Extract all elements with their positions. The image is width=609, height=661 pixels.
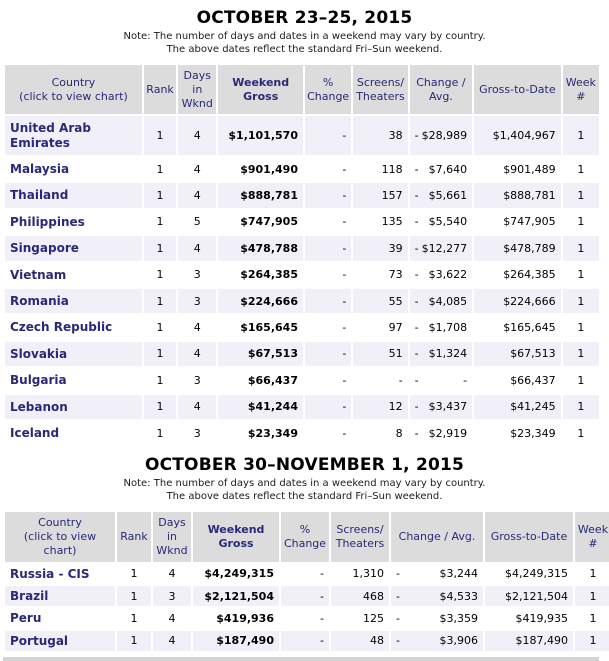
days-cell: 4	[178, 342, 216, 366]
table-row	[5, 342, 599, 366]
avg-value: $3,622	[428, 268, 468, 282]
table-row	[5, 116, 599, 155]
change-avg-cell	[410, 210, 472, 234]
days-cell: 4	[178, 315, 216, 339]
header-row	[5, 65, 599, 114]
pct-change-cell: -	[305, 263, 351, 287]
country-link[interactable]: Brazil	[5, 586, 115, 606]
screens-cell: 51	[353, 342, 407, 366]
days-cell: 3	[178, 263, 216, 287]
col-header-days[interactable]: Days in Wknd	[178, 65, 216, 114]
week-cell: 1	[563, 395, 599, 419]
note-line-2: The above dates reflect the standard Fri–Sun weekend.	[166, 491, 443, 503]
rank-cell: 1	[117, 564, 151, 584]
rank-cell: 1	[144, 421, 176, 445]
avg-value: $3,437	[428, 400, 468, 414]
rank-cell: 1	[144, 183, 176, 207]
col-header-rank[interactable]: Rank	[144, 65, 176, 114]
rank-cell: 1	[144, 342, 176, 366]
weekend-gross-cell: $264,385	[218, 263, 303, 287]
screens-cell: 118	[353, 157, 407, 181]
note-line-1: Note: The number of days and dates in a weekend may vary by country.	[123, 31, 486, 42]
days-cell: 3	[178, 289, 216, 313]
col-header-screens[interactable]: Screens/ Theaters	[331, 512, 389, 561]
table-row	[5, 315, 599, 339]
table-row	[5, 564, 609, 584]
country-header-line2: (click to view chart)	[23, 530, 97, 557]
change-avg-cell	[410, 421, 472, 445]
country-link[interactable]: Thailand	[5, 183, 142, 207]
weekend-gross-cell: $4,249,315	[193, 564, 279, 584]
country-link[interactable]: Vietnam	[5, 263, 142, 287]
week-cell: 1	[575, 586, 609, 606]
rank-cell: 1	[144, 210, 176, 234]
col-header-change-avg[interactable]: Change / Avg.	[391, 512, 483, 561]
pct-change-cell: -	[281, 564, 329, 584]
days-cell: 4	[153, 608, 191, 628]
week-cell: 1	[563, 210, 599, 234]
week-cell: 1	[575, 608, 609, 628]
days-cell: 4	[153, 631, 191, 651]
change-avg-cell	[410, 157, 472, 181]
col-header-country[interactable]	[5, 512, 115, 561]
rank-cell: 1	[144, 315, 176, 339]
change-avg-cell	[410, 315, 472, 339]
gross-to-date-cell: $478,789	[474, 236, 561, 260]
days-cell: 5	[178, 210, 216, 234]
pct-change-cell: -	[305, 421, 351, 445]
country-link[interactable]: Russia - CIS	[5, 564, 115, 584]
gross-to-date-cell: $224,666	[474, 289, 561, 313]
gross-to-date-cell: $747,905	[474, 210, 561, 234]
table-row	[5, 236, 599, 260]
days-cell: 4	[178, 116, 216, 155]
avg-value: -	[463, 373, 468, 387]
change-avg-cell	[410, 289, 472, 313]
note-line-2: The above dates reflect the standard Fri–Sun weekend.	[166, 44, 443, 55]
pct-change-cell: -	[305, 236, 351, 260]
col-header-weekend-gross[interactable]: Weekend Gross	[193, 512, 279, 561]
col-header-week[interactable]: Week #	[563, 65, 599, 114]
week-cell: 1	[563, 183, 599, 207]
rank-cell: 1	[144, 368, 176, 392]
pct-change-cell: -	[305, 289, 351, 313]
change-avg-cell	[410, 263, 472, 287]
days-cell: 3	[178, 368, 216, 392]
weekend-gross-cell: $67,513	[218, 342, 303, 366]
screens-cell: 39	[353, 236, 407, 260]
gross-to-date-cell: $67,513	[474, 342, 561, 366]
table-row	[5, 586, 609, 606]
avg-value: $12,277	[421, 241, 468, 255]
gross-to-date-cell: $165,645	[474, 315, 561, 339]
country-header-line1: Country	[51, 75, 96, 89]
screens-cell: 73	[353, 263, 407, 287]
pct-change-cell: -	[305, 183, 351, 207]
weekend-table-oct-30-nov-1	[3, 510, 609, 653]
change-value: -	[414, 320, 419, 334]
days-cell: 4	[178, 157, 216, 181]
change-value: -	[414, 400, 419, 414]
rank-cell: 1	[144, 236, 176, 260]
country-link[interactable]: Iceland	[5, 421, 142, 445]
weekend-gross-cell: $888,781	[218, 183, 303, 207]
gross-to-date-cell: $66,437	[474, 368, 561, 392]
weekend-gross-cell: $419,936	[193, 608, 279, 628]
country-header-line1: Country	[38, 516, 82, 530]
change-value: -	[414, 241, 419, 255]
avg-value: $3,244	[439, 567, 478, 581]
days-cell: 4	[178, 183, 216, 207]
weekend-gross-cell: $41,244	[218, 395, 303, 419]
cutoff-next-row-strip	[3, 657, 599, 661]
avg-value: $4,533	[439, 589, 478, 603]
week-cell: 1	[563, 289, 599, 313]
change-avg-cell	[391, 564, 483, 584]
days-cell: 4	[153, 564, 191, 584]
week-cell: 1	[575, 564, 609, 584]
week-cell: 1	[563, 236, 599, 260]
change-value: -	[414, 268, 419, 282]
avg-value: $28,989	[421, 129, 468, 143]
col-header-pct-change[interactable]: % Change	[281, 512, 329, 561]
rank-cell: 1	[144, 157, 176, 181]
change-value: -	[414, 373, 419, 387]
week-cell: 1	[563, 368, 599, 392]
weekend-gross-cell: $66,437	[218, 368, 303, 392]
change-avg-cell	[391, 586, 483, 606]
gross-to-date-cell: $4,249,315	[485, 564, 573, 584]
avg-value: $3,359	[439, 611, 478, 625]
country-link[interactable]: Singapore	[5, 236, 142, 260]
weekend-gross-cell: $1,101,570	[218, 116, 303, 155]
change-value: -	[414, 294, 419, 308]
table-row	[5, 289, 599, 313]
table-row	[5, 263, 599, 287]
days-cell: 4	[178, 395, 216, 419]
screens-cell: 55	[353, 289, 407, 313]
table-row	[5, 395, 599, 419]
gross-to-date-cell: $1,404,967	[474, 116, 561, 155]
days-cell: 3	[153, 586, 191, 606]
screens-cell: 125	[331, 608, 389, 628]
pct-change-cell: -	[305, 116, 351, 155]
pct-change-cell: -	[281, 586, 329, 606]
avg-value: $3,906	[439, 634, 478, 648]
week-cell: 1	[563, 116, 599, 155]
pct-change-cell: -	[305, 157, 351, 181]
change-value: -	[414, 347, 419, 361]
change-value: -	[414, 129, 419, 143]
weekend-gross-cell: $901,490	[218, 157, 303, 181]
country-link[interactable]: Portugal	[5, 631, 115, 651]
country-link[interactable]: Slovakia	[5, 342, 142, 366]
gross-to-date-cell: $187,490	[485, 631, 573, 651]
country-link[interactable]: Bulgaria	[5, 368, 142, 392]
pct-change-cell: -	[281, 631, 329, 651]
weekend-table-oct-23-25	[3, 63, 601, 447]
country-link[interactable]: Peru	[5, 608, 115, 628]
change-value: -	[396, 567, 400, 581]
gross-to-date-cell: $41,245	[474, 395, 561, 419]
table-row	[5, 183, 599, 207]
pct-change-cell: -	[305, 395, 351, 419]
avg-value: $4,085	[428, 294, 468, 308]
screens-cell: 468	[331, 586, 389, 606]
avg-value: $2,919	[428, 426, 468, 440]
country-link[interactable]: Malaysia	[5, 157, 142, 181]
change-value: -	[414, 162, 419, 176]
weekend-gross-cell: $23,349	[218, 421, 303, 445]
rank-cell: 1	[144, 395, 176, 419]
col-header-week[interactable]: Week #	[575, 512, 609, 561]
col-header-gross-to-date[interactable]: Gross-to-Date	[474, 65, 561, 114]
week-cell: 1	[563, 315, 599, 339]
table-row	[5, 608, 609, 628]
weekend-gross-cell: $747,905	[218, 210, 303, 234]
col-header-gross-to-date[interactable]: Gross-to-Date	[485, 512, 573, 561]
screens-cell: 38	[353, 116, 407, 155]
week-cell: 1	[575, 631, 609, 651]
weekend-gross-cell: $2,121,504	[193, 586, 279, 606]
avg-value: $7,640	[428, 162, 468, 176]
avg-value: $1,324	[428, 347, 468, 361]
change-value: -	[396, 611, 400, 625]
rank-cell: 1	[144, 116, 176, 155]
col-header-country[interactable]	[5, 65, 142, 114]
week-cell: 1	[563, 263, 599, 287]
screens-cell: 157	[353, 183, 407, 207]
change-value: -	[414, 426, 419, 440]
screens-cell: 48	[331, 631, 389, 651]
week-cell: 1	[563, 157, 599, 181]
section-title-oct-30-nov-1: OCTOBER 30–NOVEMBER 1, 2015	[144, 455, 465, 476]
change-avg-cell	[410, 116, 472, 155]
pct-change-cell: -	[305, 342, 351, 366]
change-avg-cell	[410, 236, 472, 260]
pct-change-cell: -	[305, 210, 351, 234]
avg-value: $1,708	[428, 320, 468, 334]
week-cell: 1	[563, 342, 599, 366]
table-row	[5, 210, 599, 234]
country-link[interactable]: Philippines	[5, 210, 142, 234]
days-cell: 4	[178, 236, 216, 260]
col-header-change-avg[interactable]: Change / Avg.	[410, 65, 472, 114]
gross-to-date-cell: $264,385	[474, 263, 561, 287]
screens-cell: 12	[353, 395, 407, 419]
pct-change-cell: -	[305, 368, 351, 392]
gross-to-date-cell: $419,935	[485, 608, 573, 628]
country-link[interactable]: United Arab Emirates	[5, 116, 142, 155]
col-header-screens[interactable]: Screens/ Theaters	[353, 65, 407, 114]
change-avg-cell	[410, 342, 472, 366]
days-cell: 3	[178, 421, 216, 445]
weekend-gross-cell: $224,666	[218, 289, 303, 313]
table-row	[5, 368, 599, 392]
change-avg-cell	[410, 368, 472, 392]
screens-cell: 97	[353, 315, 407, 339]
col-header-days[interactable]: Days in Wknd	[153, 512, 191, 561]
header-row	[5, 512, 609, 561]
col-header-rank[interactable]: Rank	[117, 512, 151, 561]
change-value: -	[414, 189, 419, 203]
col-header-pct-change[interactable]: % Change	[305, 65, 351, 114]
section-title-oct-23-25: OCTOBER 23–25, 2015	[196, 8, 413, 28]
screens-cell: 1,310	[331, 564, 389, 584]
country-link[interactable]: Lebanon	[5, 395, 142, 419]
change-value: -	[396, 634, 400, 648]
screens-cell: -	[353, 368, 407, 392]
gross-to-date-cell: $901,489	[474, 157, 561, 181]
change-avg-cell	[410, 183, 472, 207]
change-avg-cell	[391, 608, 483, 628]
pct-change-cell: -	[281, 608, 329, 628]
country-header-line2: (click to view chart)	[19, 89, 128, 103]
rank-cell: 1	[144, 289, 176, 313]
change-avg-cell	[410, 395, 472, 419]
rank-cell: 1	[117, 608, 151, 628]
weekend-gross-cell: $187,490	[193, 631, 279, 651]
week-cell: 1	[563, 421, 599, 445]
avg-value: $5,661	[428, 189, 468, 203]
table-row	[5, 421, 599, 445]
note-line-1: Note: The number of days and dates in a weekend may vary by country.	[123, 478, 486, 490]
weekend-gross-cell: $165,645	[218, 315, 303, 339]
table-row	[5, 157, 599, 181]
rank-cell: 1	[117, 631, 151, 651]
rank-cell: 1	[117, 586, 151, 606]
gross-to-date-cell: $2,121,504	[485, 586, 573, 606]
pct-change-cell: -	[305, 315, 351, 339]
change-value: -	[396, 589, 400, 603]
screens-cell: 8	[353, 421, 407, 445]
screens-cell: 135	[353, 210, 407, 234]
col-header-weekend-gross[interactable]: Weekend Gross	[218, 65, 303, 114]
country-link[interactable]: Czech Republic	[5, 315, 142, 339]
gross-to-date-cell: $888,781	[474, 183, 561, 207]
change-value: -	[414, 215, 419, 229]
weekend-gross-cell: $478,788	[218, 236, 303, 260]
rank-cell: 1	[144, 263, 176, 287]
avg-value: $5,540	[428, 215, 468, 229]
country-link[interactable]: Romania	[5, 289, 142, 313]
gross-to-date-cell: $23,349	[474, 421, 561, 445]
